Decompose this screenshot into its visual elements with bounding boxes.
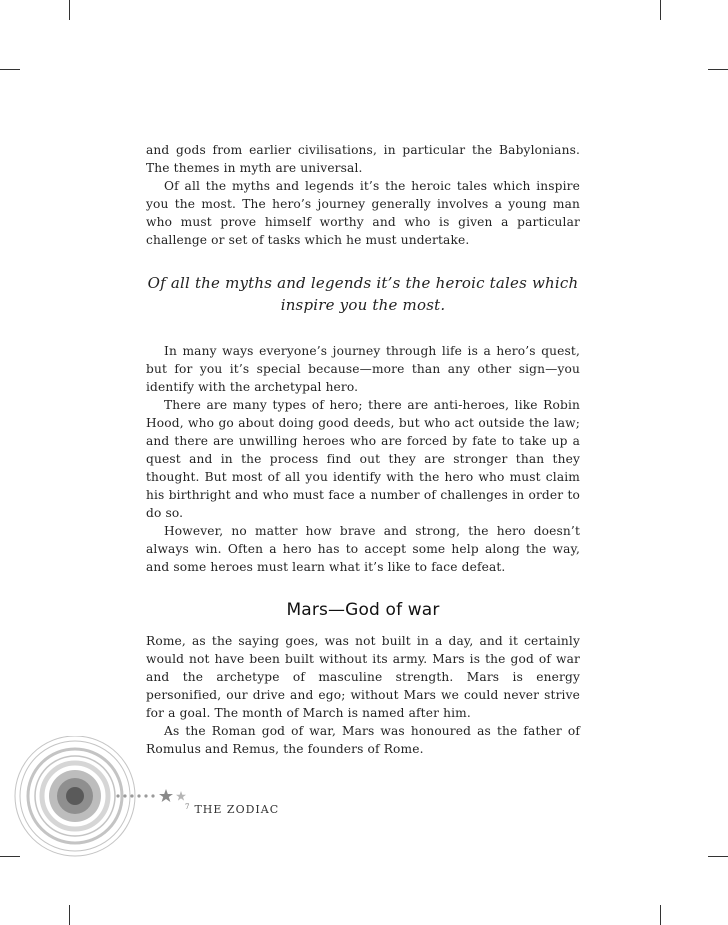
paragraph: Of all the myths and legends it’s the heroic tales which inspire you the most. The hero’s journey generally involves a young man who must prove himself worthy and who is given a particular challenge or set of tasks which he must undertake. (146, 179, 580, 247)
crop-mark (660, 905, 661, 925)
pull-quote-line: Of all the myths and legends it’s the heroic tales which (147, 274, 579, 292)
paragraph: There are many types of hero; there are anti-heroes, like Robin Hood, who go about doing good deeds, but who act outside the law; and there are unwilling heroes who are forced by fate to take up a quest and in the process find out they are stronger than they thought. But most of all you identify with the hero who must claim his birthright and who must face a number of challenges in order to do so. (146, 398, 580, 520)
paragraph: However, no matter how brave and strong, the hero doesn’t always win. Often a hero has to accept some help along the way, and some heroes must learn what it’s like to face defeat. (146, 524, 580, 574)
crop-mark (69, 905, 70, 925)
paragraph: Rome, as the saying goes, was not built in a day, and it certainly would not have been built without its army. Mars is the god of war and the archetype of masculine strength. Mars is energy personified, our drive and ego; without Mars we could never strive for a goal. The month of March is named after him. (146, 634, 580, 720)
section-heading: Mars—God of war (286, 600, 440, 620)
page-number: 7 (185, 803, 191, 811)
page-footer (185, 803, 279, 816)
paragraph: In many ways everyone’s journey through life is a hero’s quest, but for you it’s special because—more than any other sign—you identify with the archetypal hero. (146, 344, 580, 394)
crop-mark (69, 0, 70, 20)
pull-quote-line: inspire you the most. (280, 296, 446, 314)
paragraph: and gods from earlier civilisations, in particular the Babylonians. The themes in myth are universal. (146, 143, 580, 175)
crop-mark (0, 69, 20, 70)
crop-mark (708, 856, 728, 857)
crop-mark (660, 0, 661, 20)
crop-mark (708, 69, 728, 70)
body-text (146, 141, 580, 758)
pull-quote (146, 272, 580, 316)
paragraph: As the Roman god of war, Mars was honoured as the father of Romulus and Remus, the founders of Rome. (146, 724, 580, 756)
running-title: THE ZODIAC (194, 803, 280, 816)
zodiac-wheel-ornament (0, 736, 200, 866)
